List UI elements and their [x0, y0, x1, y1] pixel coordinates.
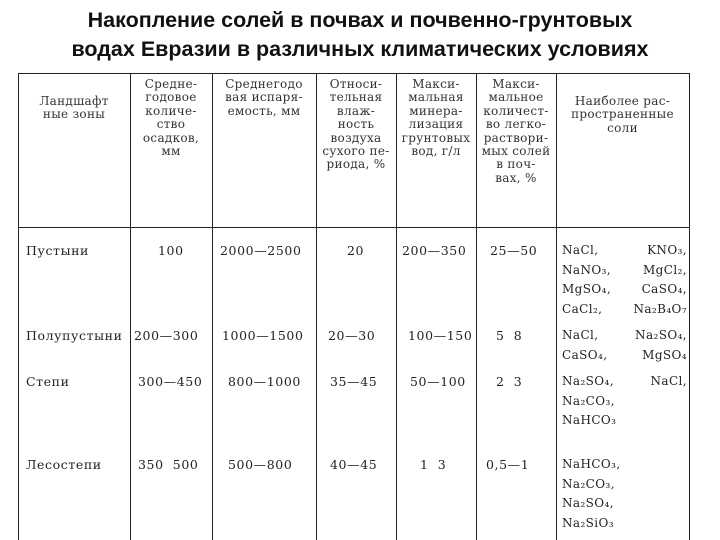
row-precip: 300—450 — [138, 374, 203, 389]
row-zone-semidesert: Полупустыни — [26, 328, 123, 343]
row-zone-desert: Пустыни — [26, 243, 89, 258]
row-evap: 1000—1500 — [222, 328, 304, 343]
row-salts-pct: 5 8 — [496, 328, 523, 343]
row-salts-list: NaCl, Na₂SO₄, CaSO₄, MgSO₄ — [562, 328, 687, 362]
row-humidity: 40—45 — [330, 457, 378, 472]
row-salts-list: Na₂SO₄, NaCl, Na₂CO₃, NaHCO₃ — [562, 374, 687, 428]
row-humidity: 35—45 — [330, 374, 378, 389]
header-precip: Средне- годовое количе- ство осадков, мм — [142, 77, 200, 159]
header-salts: Наиболее рас- пространенные соли — [571, 94, 674, 135]
header-evap: Среднегодо вая испаря- емость, мм — [225, 77, 303, 118]
row-precip: 350 500 — [138, 457, 199, 472]
title-line-2: водах Евразии в различных климатических условиях — [71, 37, 649, 61]
header-divider — [18, 227, 690, 228]
row-humidity: 20—30 — [328, 328, 376, 343]
column-divider — [556, 73, 557, 540]
row-mineralization: 1 3 — [420, 457, 447, 472]
row-evap: 2000—2500 — [220, 243, 302, 258]
table-border-top — [18, 73, 690, 74]
header-salts-pct: Макси- мальное количест- во легко- раствори- мых солей в поч- вах, % — [481, 77, 551, 185]
column-divider — [212, 73, 213, 540]
row-precip: 100 — [158, 243, 184, 258]
row-evap: 500—800 — [228, 457, 293, 472]
header-humidity: Относи- тельная влаж- ность воздуха сухого пе- риода, % — [322, 77, 390, 172]
slide-title — [0, 6, 720, 64]
row-precip: 200—300 — [134, 328, 199, 343]
row-salts-list: NaHCO₃, Na₂CO₃, Na₂SO₄, Na₂SiO₃ — [562, 457, 621, 530]
row-salts-pct: 0,5—1 — [486, 457, 530, 472]
table-border-right — [689, 73, 690, 540]
header-zone: Ландшафт ные зоны — [39, 94, 109, 122]
row-mineralization: 100—150 — [408, 328, 473, 343]
row-salts-pct: 2 3 — [496, 374, 523, 389]
title-line-1: Накопление солей в почвах и почвенно-грунтовых — [87, 8, 633, 32]
row-mineralization: 200—350 — [402, 243, 467, 258]
header-mineralization: Макси- мальная минера- лизация грунтовых вод, г/л — [401, 77, 471, 159]
row-salts-list: NaCl, KNO₃, NaNO₃, MgCl₂, MgSO₄, CaSO₄, CaCl₂, Na₂B₄O₇ — [562, 243, 687, 316]
row-salts-pct: 25—50 — [490, 243, 538, 258]
row-evap: 800—1000 — [228, 374, 301, 389]
table-border-left — [18, 73, 19, 540]
row-zone-forest-steppe: Лесостепи — [26, 457, 102, 472]
row-mineralization: 50—100 — [410, 374, 466, 389]
row-humidity: 20 — [347, 243, 365, 258]
row-zone-steppe: Степи — [26, 374, 70, 389]
